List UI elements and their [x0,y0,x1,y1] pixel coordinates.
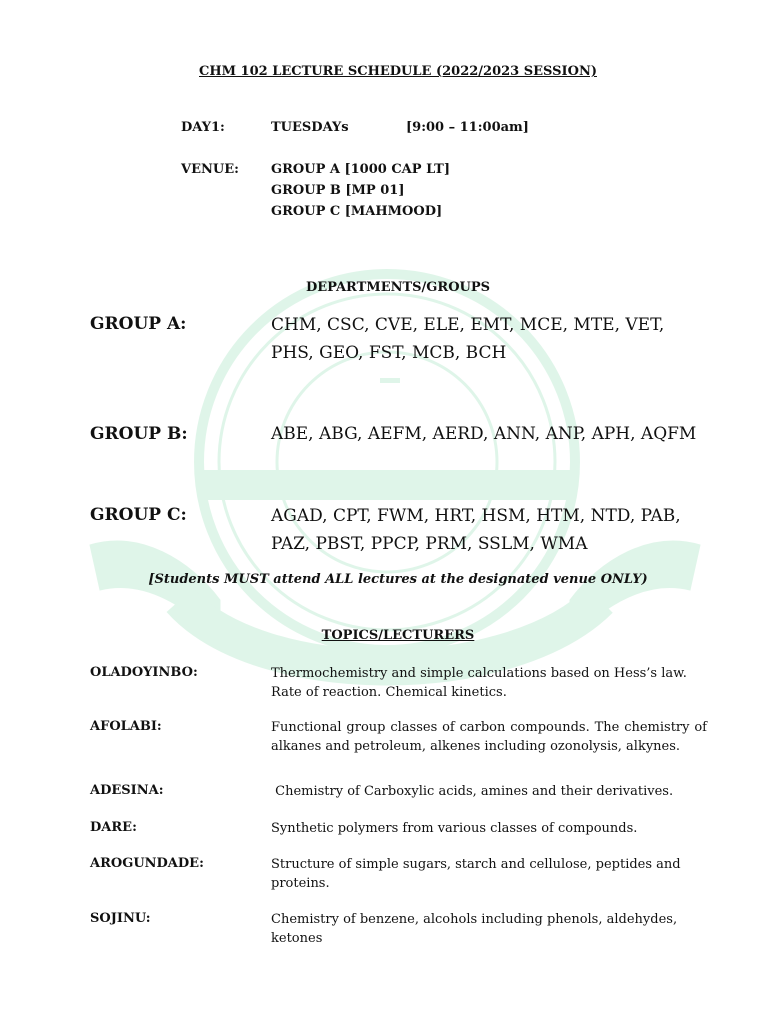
departments-heading: DEPARTMENTS/GROUPS [305,280,491,295]
venue-label: VENUE: [181,162,239,177]
group-c-label: GROUP C: [90,505,187,525]
lecturer-topic: Chemistry of benzene, alcohols including phenols, aldehydes, ketones [271,912,678,946]
day-label: DAY1: [181,120,225,135]
group-b-label: GROUP B: [90,424,188,444]
venue-group-c: GROUP C [MAHMOOD] [271,204,443,219]
lecturer-name: OLADOYINBO: [90,665,198,680]
time-value: [9:00 – 11:00am] [406,120,529,135]
lecturer-topic: Synthetic polymers from various classes of compounds. [271,821,638,836]
group-b-departments: ABE, ABG, AEFM, AERD, ANN, ANP, APH, AQFM [271,424,697,444]
lecturer-topic: Functional group classes of carbon compounds. The chemistry of alkanes and petroleum, alkenes including ozonolysis, alkynes. [271,720,707,754]
venue-group-a: GROUP A [1000 CAP LT] [271,162,450,177]
lecturer-topic: Structure of simple sugars, starch and cellulose, peptides and proteins. [271,857,681,891]
lecturer-name: ADESINA: [90,783,164,798]
attendance-note: [Students MUST attend ALL lectures at the designated venue ONLY) [148,572,648,587]
group-a-label: GROUP A: [90,314,187,334]
lecturer-topic: Thermochemistry and simple calculations based on Hess’s law. Rate of reaction. Chemical kinetics. [271,666,687,700]
lecturer-name: AFOLABI: [90,719,162,734]
lecturer-topic: Chemistry of Carboxylic acids, amines and their derivatives. [271,784,674,799]
lecturer-name: DARE: [90,820,137,835]
topics-heading: TOPICS/LECTURERS [321,628,475,643]
lecturer-name: SOJINU: [90,911,151,926]
group-a-departments: CHM, CSC, CVE, ELE, EMT, MCE, MTE, VET, PHS, GEO, FST, MCB, BCH [271,315,665,363]
lecturer-name: AROGUNDADE: [90,856,204,871]
group-c-departments: AGAD, CPT, FWM, HRT, HSM, HTM, NTD, PAB, PAZ, PBST, PPCP, PRM, SSLM, WMA [271,506,681,554]
venue-group-b: GROUP B [MP 01] [271,183,405,198]
day-value: TUESDAYs [271,120,349,135]
page-title: CHM 102 LECTURE SCHEDULE (2022/2023 SESSION) [199,64,597,79]
